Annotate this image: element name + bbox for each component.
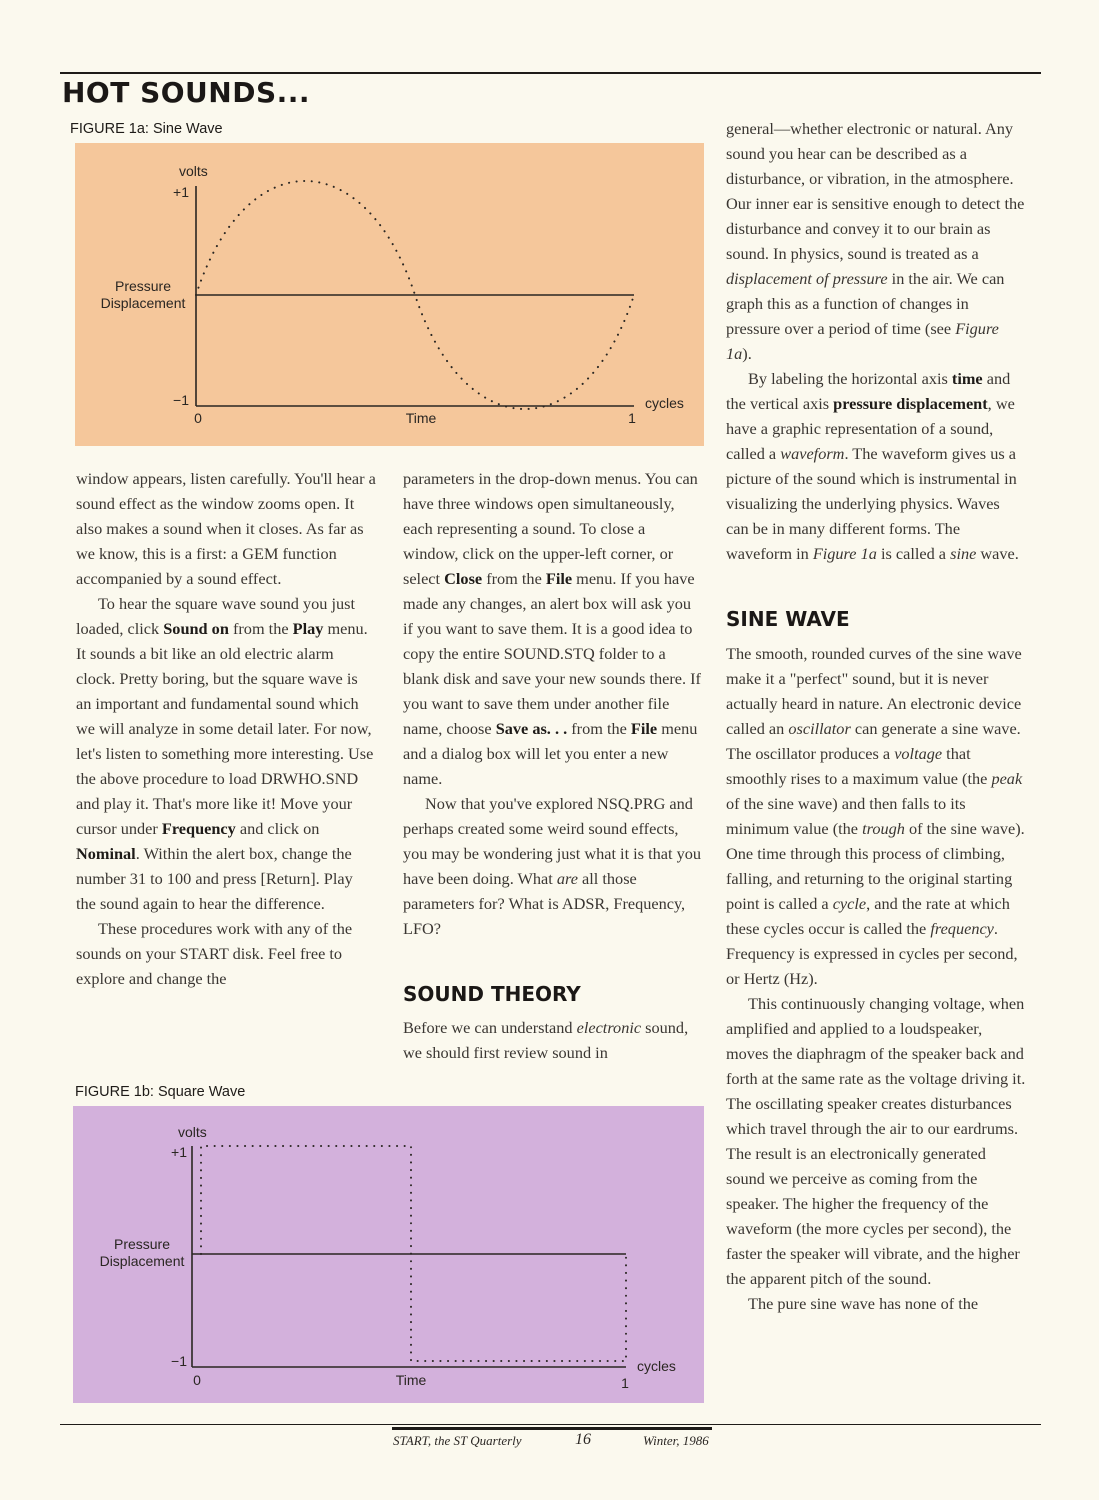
column-3-continued (726, 641, 1026, 1316)
y-top-tick: +1 (173, 184, 189, 200)
x-unit-label: cycles (645, 395, 684, 411)
col3-paragraph-4: This continuously changing voltage, when amplified and applied to a loudspeaker, moves the diaphragm of the speaker back and forth at the same rate as the voltage driving it. The oscillating speaker creates disturbances which travel through the air to our eardrums. The result is an electronically generated sound we perceive as coming from the speaker. The higher the frequency of the waveform (the more cycles per second), the faster the speaker will vibrate, and the higher the apparent pitch of the sound. (726, 994, 1026, 1288)
footer-issue-date: Winter, 1986 (643, 1433, 709, 1448)
x-axis-label: Time (395, 1372, 427, 1388)
figure-1b-square-wave (73, 1106, 704, 1403)
col1-paragraph-1: window appears, listen carefully. You'll hear a sound effect as the window zooms open. It also makes a sound when it closes. As far as we know, this is a first: a GEM function accompanied by a sound effect. (76, 469, 376, 588)
column-1 (76, 466, 376, 991)
y-bottom-tick: −1 (173, 392, 189, 408)
x-end-tick: 1 (628, 410, 636, 426)
y-label-line1: Pressure (114, 278, 172, 294)
headline: HOT SOUNDS... (62, 76, 311, 109)
y-label-line2: Displacement (99, 1253, 185, 1269)
x-start-tick: 0 (194, 410, 202, 426)
col3-paragraph-5: The pure sine wave has none of the (748, 1294, 979, 1313)
col3-paragraph-1: general—whether electronic or natural. Any sound you hear can be described as a disturbance, or vibration, in the atmosphere. Our inner ear is sensitive enough to detect the disturbance and convey it to our brain as sound. In physics, sound is treated as a displacement of pressure in the air. We can graph this as a function of changes in pressure over a period of time (see Figure 1a). (726, 119, 1025, 363)
y-unit-label: volts (179, 163, 208, 179)
col1-paragraph-3: These procedures work with any of the sounds on your START disk. Feel free to explore and change the (76, 919, 353, 988)
figure-1b-caption: FIGURE 1b: Square Wave (75, 1084, 246, 1100)
col3-paragraph-3: The smooth, rounded curves of the sine wave make it a "perfect" sound, but it is never actually heard in nature. An electronic device called an oscillator can generate a sine wave. The oscillator produces a voltage that smoothly rises to a maximum value (the peak of the sine wave) and then falls to its minimum value (the trough of the sine wave). One time through this process of climbing, falling, and returning to the original starting point is called a cycle, and the rate at which these cycles occur is called the frequency. Frequency is expressed in cycles per second, or Hertz (Hz). (726, 644, 1025, 988)
col2-paragraph-3: Before we can understand electronic sound, we should first review sound in (403, 1018, 689, 1062)
figure-1a-sine-wave (75, 143, 704, 446)
footer-page-number: 16 (575, 1431, 591, 1448)
footer-rule (392, 1427, 712, 1430)
column-2 (403, 466, 703, 941)
col3-paragraph-2: By labeling the horizontal axis time and the vertical axis pressure displacement, we have a graphic representation of a sound, called a waveform. The waveform gives us a picture of the sound which is instrumental in visualizing the underlying physics. Waves can be in many different forms. The waveform in Figure 1a is called a sine wave. (726, 369, 1019, 563)
y-label-line1: Pressure (113, 1236, 171, 1252)
y-label-line2: Displacement (100, 295, 186, 311)
col2-paragraph-2: Now that you've explored NSQ.PRG and perhaps created some weird sound effects, you may be wondering just what it is that you have been doing. What are all those parameters for? What is ADSR, Frequency, LFO? (403, 794, 701, 938)
y-unit-label: volts (178, 1124, 207, 1140)
section-heading-sine-wave: SINE WAVE (726, 607, 850, 631)
col1-paragraph-2: To hear the square wave sound you just loaded, click Sound on from the Play menu. It sounds a bit like an old electric alarm clock. Pretty boring, but the square wave is an important and fundamental sound which we will analyze in some detail later. For now, let's listen to something more interesting. Use the above procedure to load DRWHO.SND and play it. That's more like it! Move your cursor under Frequency and click on Nominal. Within the alert box, change the number 31 to 100 and press [Return]. Play the sound again to hear the difference. (76, 594, 374, 913)
top-rule (60, 72, 1041, 74)
section-heading-sound-theory: SOUND THEORY (403, 982, 581, 1006)
bottom-rule (60, 1424, 1041, 1425)
footer-publication: START, the ST Quarterly (393, 1433, 522, 1448)
x-axis-label: Time (405, 410, 437, 426)
column-2-continued (403, 1015, 703, 1065)
x-unit-label: cycles (637, 1358, 676, 1374)
col2-paragraph-1: parameters in the drop-down menus. You can have three windows open simultaneously, each representing a sound. To close a window, click on the upper-left corner, or select Close from the File menu. If you have made any changes, an alert box will ask you if you want to save them. It is a good idea to copy the entire SOUND.STQ folder to a blank disk and save your new sounds there. If you want to save them under another file name, choose Save as. . . from the File menu and a dialog box will let you enter a new name. (403, 469, 701, 788)
y-top-tick: +1 (171, 1144, 187, 1160)
figure-1a-caption: FIGURE 1a: Sine Wave (70, 121, 223, 137)
x-start-tick: 0 (193, 1372, 201, 1388)
y-bottom-tick: −1 (171, 1353, 187, 1369)
column-3 (726, 116, 1026, 566)
x-end-tick: 1 (621, 1375, 629, 1391)
